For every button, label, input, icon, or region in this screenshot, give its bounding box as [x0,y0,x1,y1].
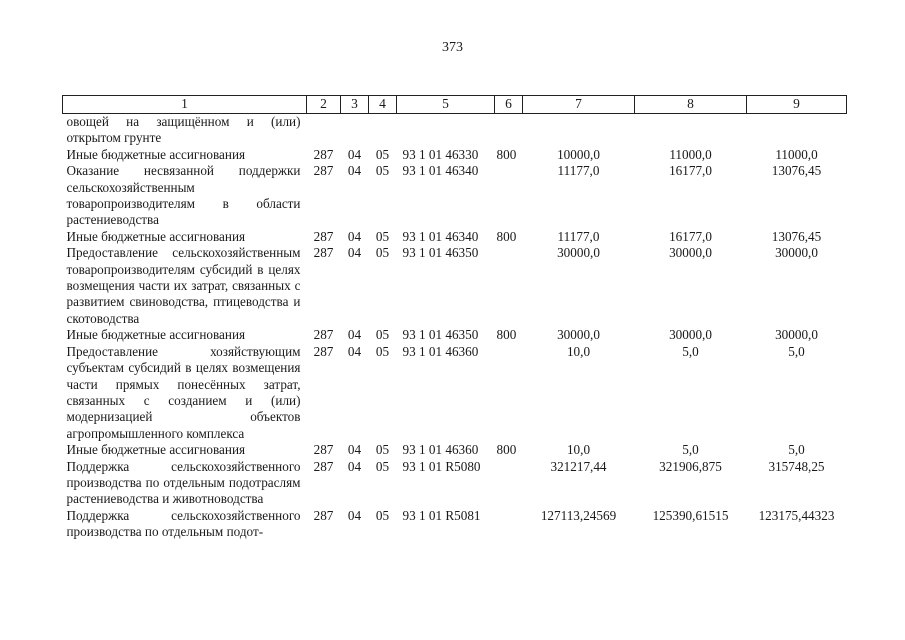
row-amount-year2: 16177,0 [669,228,712,244]
row-section-code: 04 [347,228,362,244]
row-target-code: 93 1 01 R5081 [402,507,481,523]
row-section-code: 04 [347,458,362,474]
row-ved-code: 287 [313,146,334,162]
row-amount-year1: 11177,0 [557,163,600,179]
table-body [63,114,847,541]
row-ved-code: 287 [313,458,334,474]
row-target-code [397,114,495,147]
row-amount-year2: 16177,0 [669,163,712,179]
row-ved-code: 287 [313,327,334,343]
header-col-3: 3 [341,96,369,114]
row-target-code: 93 1 01 46330 [402,146,479,162]
row-expense-type: 800 [496,442,517,458]
header-col-6: 6 [495,96,523,114]
row-target-code: 93 1 01 R5080 [402,458,481,474]
row-amount-year3: 5,0 [788,442,805,458]
row-expense-type [495,114,523,147]
header-col-4: 4 [369,96,397,114]
row-name: Иные бюджетные ассигнования [66,146,246,162]
row-subsection-code [369,114,397,147]
table-header [63,96,847,114]
table-row [63,442,847,458]
row-expense-type: 800 [496,146,517,162]
row-amount-year2: 30000,0 [669,245,712,261]
row-amount-year3: 13076,45 [771,163,822,179]
row-amount-year3: 30000,0 [775,327,818,343]
row-name: Поддержка сельскохозяйственного производства по отдельным подот- [66,507,301,540]
row-name: Иные бюджетные ассигнования [66,228,246,244]
row-name: Поддержка сельскохозяйственного производства по отдельным подотраслям растениеводства и животноводства [66,458,301,507]
row-amount-year1: 10,0 [566,343,591,359]
row-expense-type [495,459,523,508]
header-col-8: 8 [635,96,747,114]
row-expense-type [495,245,523,327]
row-name: Предоставление сельскохозяйственным товаропроизводителям субсидий в целях возмещения части их затрат, связанных с развитием свиноводства, птицеводства и скотоводства [66,245,301,326]
row-section-code: 04 [347,442,362,458]
row-amount-year3: 5,0 [788,343,805,359]
row-amount-year1: 321217,44 [550,458,607,474]
table-row [63,508,847,541]
header-col-9: 9 [747,96,847,114]
table-row [63,344,847,442]
row-amount-year1: 127113,24569 [540,507,617,523]
table-row [63,114,847,147]
table-row [63,459,847,508]
row-amount-year3 [747,114,847,147]
row-subsection-code: 05 [375,343,390,359]
row-target-code: 93 1 01 46350 [402,245,479,261]
row-ved-code: 287 [313,442,334,458]
row-target-code: 93 1 01 46350 [402,327,479,343]
row-section-code: 04 [347,146,362,162]
row-expense-type: 800 [496,228,517,244]
row-target-code: 93 1 01 46340 [402,228,479,244]
row-name: овощей на защищённом и (или) открытом грунте [66,114,301,146]
row-ved-code: 287 [313,507,334,523]
row-target-code: 93 1 01 46360 [402,343,479,359]
row-amount-year2: 5,0 [682,442,699,458]
row-subsection-code: 05 [375,163,390,179]
row-subsection-code: 05 [375,245,390,261]
table-row [63,327,847,343]
row-ved-code: 287 [313,163,334,179]
row-amount-year2: 125390,61515 [652,507,729,523]
row-amount-year2: 321906,875 [659,458,722,474]
row-amount-year3: 123175,44323 [758,507,835,523]
row-ved-code: 287 [313,343,334,359]
row-amount-year3: 315748,25 [768,458,825,474]
row-amount-year2 [635,114,747,147]
row-expense-type [495,508,523,541]
table-row [63,163,847,229]
row-subsection-code: 05 [375,146,390,162]
header-col-5: 5 [397,96,495,114]
header-row [63,96,847,114]
row-subsection-code: 05 [375,458,390,474]
row-amount-year2: 5,0 [682,343,699,359]
budget-table [62,95,847,541]
row-section-code: 04 [347,343,362,359]
row-name: Предоставление хозяйствующим субъектам субсидий в целях возмещения части прямых понесённых затрат, связанных с созданием и (или) модернизацией объектов агропромышленного комплекса [66,343,301,441]
row-section-code: 04 [347,163,362,179]
row-expense-type: 800 [496,327,517,343]
row-amount-year1: 10,0 [566,442,591,458]
row-amount-year1 [523,114,635,147]
table-row [63,147,847,163]
row-amount-year2: 30000,0 [669,327,712,343]
row-amount-year3: 30000,0 [775,245,818,261]
row-amount-year3: 13076,45 [771,228,822,244]
row-name: Иные бюджетные ассигнования [66,327,246,343]
row-amount-year1: 11177,0 [557,228,600,244]
row-ved-code: 287 [313,245,334,261]
header-col-2: 2 [307,96,341,114]
row-subsection-code: 05 [375,228,390,244]
row-subsection-code: 05 [375,327,390,343]
row-expense-type [495,344,523,442]
row-section-code: 04 [347,327,362,343]
row-section-code: 04 [347,245,362,261]
header-col-1: 1 [63,96,307,114]
row-amount-year2: 11000,0 [669,146,712,162]
row-target-code: 93 1 01 46360 [402,442,479,458]
row-target-code: 93 1 01 46340 [402,163,479,179]
row-section-code: 04 [347,507,362,523]
row-amount-year3: 11000,0 [775,146,818,162]
row-section-code [341,114,369,147]
row-ved-code: 287 [313,228,334,244]
row-name: Оказание несвязанной поддержки сельскохозяйственным товаропроизводителям в области растениеводства [66,163,301,228]
header-col-7: 7 [523,96,635,114]
row-subsection-code: 05 [375,507,390,523]
row-amount-year1: 30000,0 [557,327,600,343]
row-subsection-code: 05 [375,442,390,458]
table-row [63,229,847,245]
row-name: Иные бюджетные ассигнования [66,442,246,458]
row-amount-year1: 10000,0 [557,146,600,162]
row-amount-year1: 30000,0 [557,245,600,261]
row-expense-type [495,163,523,229]
row-ved-code [307,114,341,147]
table-row [63,245,847,327]
page-number: 373 [442,40,463,55]
